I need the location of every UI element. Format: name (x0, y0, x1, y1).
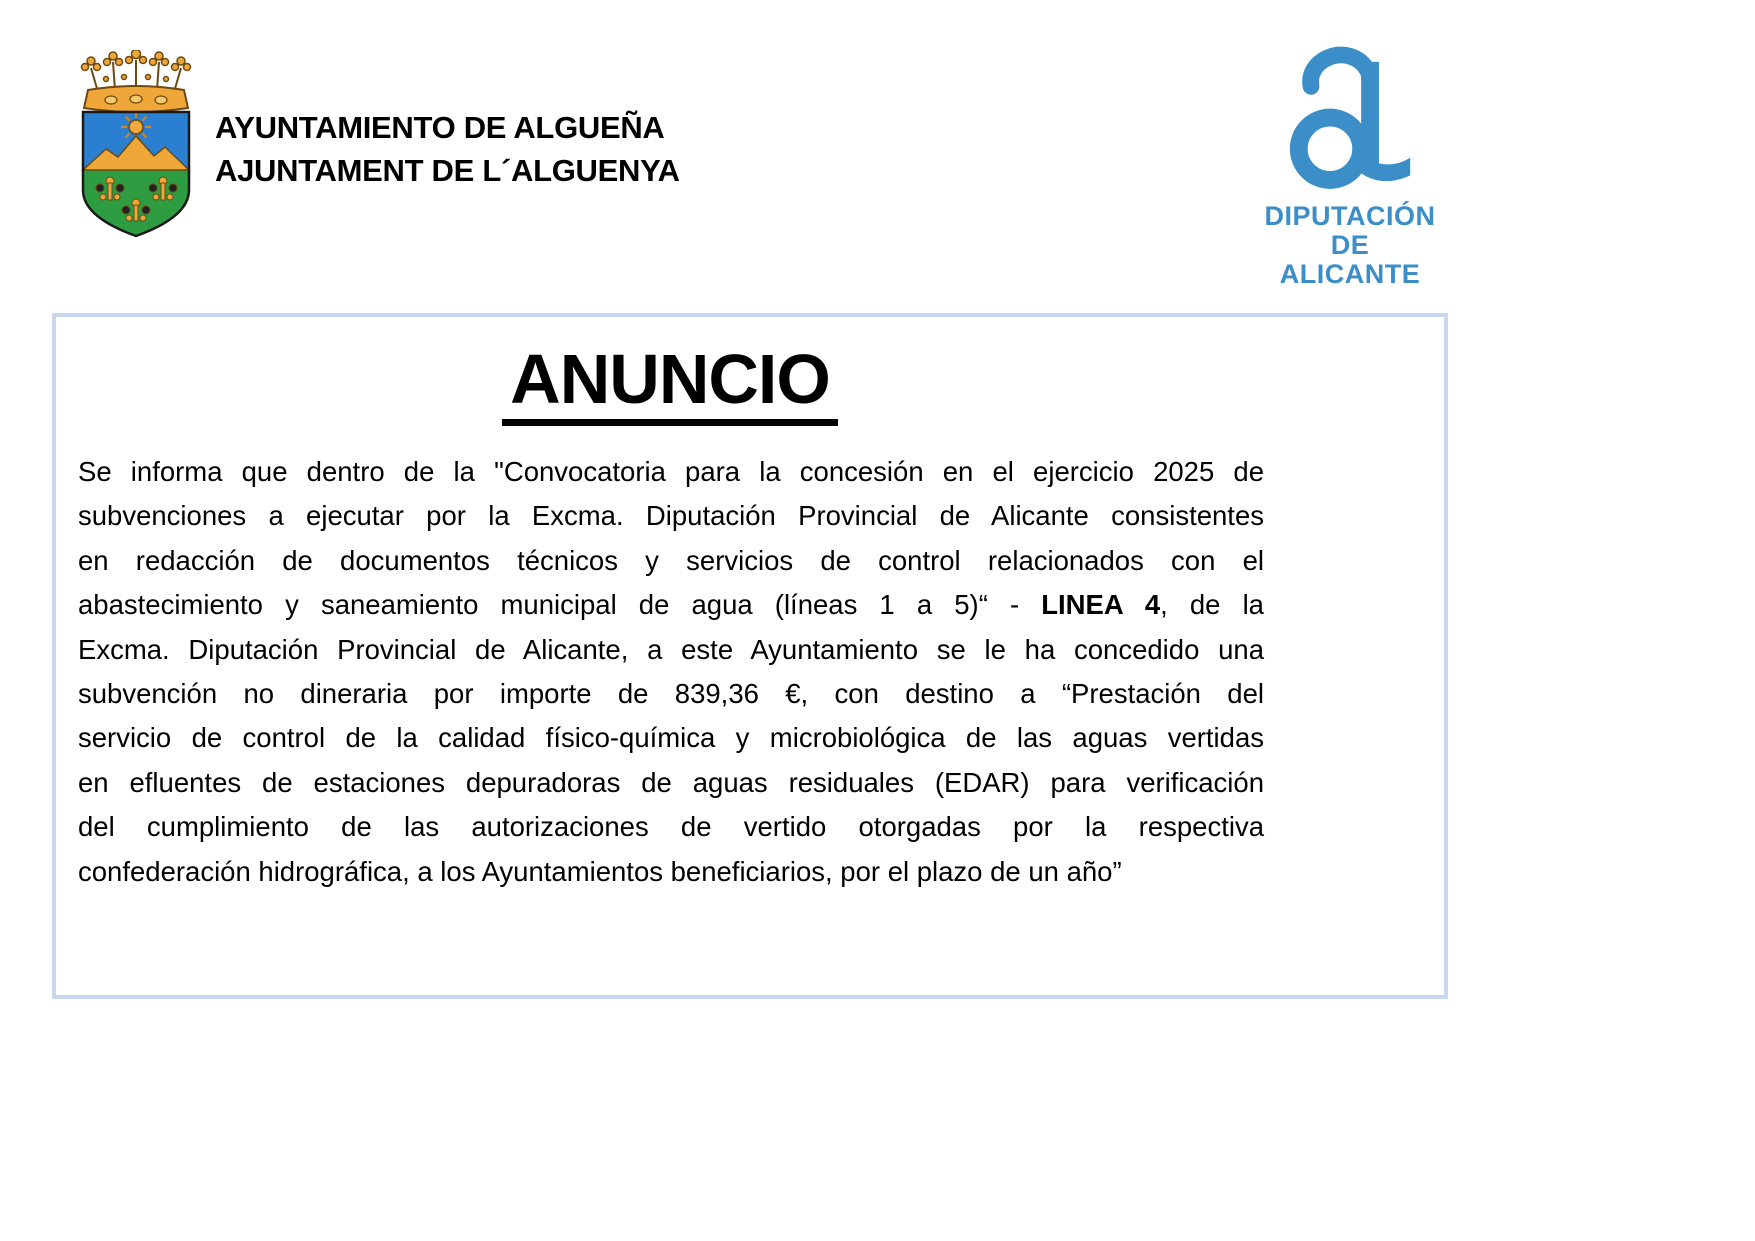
logo-text-line1: DIPUTACIÓN (1264, 201, 1436, 231)
body-line: Excma. Diputación Provincial de Alicante, a este Ayuntamiento se le ha concedido una (78, 633, 1264, 665)
coat-of-arms-icon (66, 50, 206, 238)
announcement-body (78, 450, 1264, 894)
organization-names (215, 106, 680, 192)
body-line: subvenciones a ejecutar por la Excma. Diputación Provincial de Alicante consistentes (78, 500, 1264, 532)
org-name-valencian: AJUNTAMENT DE L´ALGUENYA (215, 153, 680, 188)
body-line: en redacción de documentos técnicos y servicios de control relacionados con el (78, 544, 1264, 576)
body-line: servicio de control de la calidad físico-química y microbiológica de las aguas vertidas (78, 722, 1264, 754)
diputacion-alicante-logo (1258, 44, 1442, 289)
body-line: abastecimiento y saneamiento municipal de agua (líneas 1 a 5)“ - LINEA 4, de la (78, 589, 1264, 621)
diputacion-logo-icon (1277, 44, 1423, 200)
body-line: confederación hidrográfica, a los Ayuntamientos beneficiarios, por el plazo de un año” (78, 855, 1122, 887)
org-name-spanish: AYUNTAMIENTO DE ALGUEÑA (215, 110, 665, 145)
body-line: Se informa que dentro de la "Convocatoria para la concesión en el ejercicio 2025 de (78, 456, 1264, 487)
logo-text-line2: DE ALICANTE (1279, 230, 1421, 289)
body-line: en efluentes de estaciones depuradoras de aguas residuales (EDAR) para verificación (78, 766, 1264, 798)
announcement-box (52, 313, 1448, 999)
body-line: del cumplimiento de las autorizaciones de vertido otorgadas por la respectiva (78, 811, 1264, 843)
announcement-title: ANUNCIO (502, 343, 838, 426)
body-line: subvención no dineraria por importe de 839,36 €, con destino a “Prestación del (78, 678, 1264, 710)
